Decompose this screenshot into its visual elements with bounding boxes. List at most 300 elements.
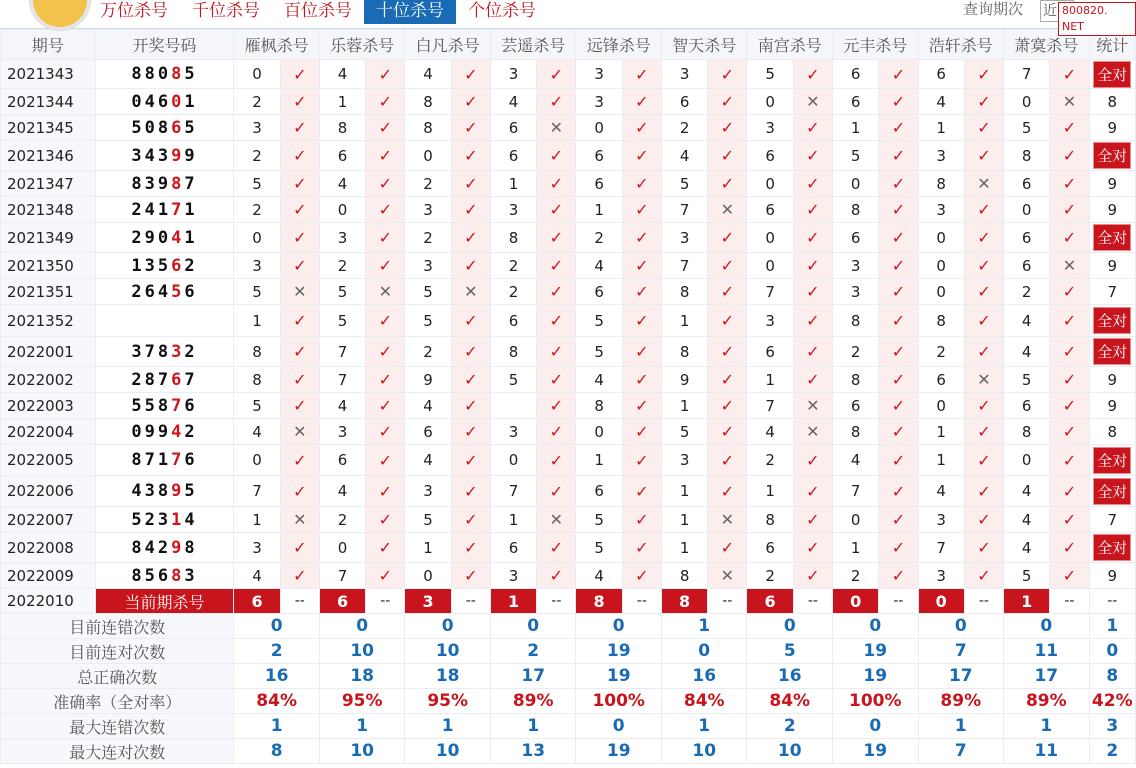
- kill-number: 4: [405, 393, 451, 419]
- kill-number: 4: [319, 476, 365, 507]
- kill-number: 6: [1004, 171, 1050, 197]
- stat-value: 89%: [490, 689, 576, 714]
- stat-value: 1: [1004, 714, 1090, 739]
- kill-number: 1: [405, 533, 451, 563]
- tab-5[interactable]: 个位杀号: [468, 1, 536, 21]
- kill-number: 6: [319, 141, 365, 171]
- check-icon: ✓: [964, 197, 1003, 223]
- stat-value: 1: [319, 714, 405, 739]
- check-icon: ✓: [622, 533, 661, 563]
- table-row: [1, 393, 1136, 419]
- table-row: [1, 533, 1136, 563]
- kill-number: 6: [490, 115, 536, 141]
- cross-icon: ✕: [537, 115, 576, 141]
- kill-number: 6: [833, 89, 879, 115]
- kill-number: 1: [661, 533, 707, 563]
- kill-number: 0: [576, 115, 622, 141]
- check-icon: ✓: [622, 141, 661, 171]
- kill-number: 8: [918, 305, 964, 337]
- stat-label: 最大连对次数: [1, 739, 234, 764]
- draw-digit: 3: [131, 145, 145, 166]
- draw-digit: 5: [157, 255, 172, 276]
- check-icon: ✓: [1050, 533, 1089, 563]
- current-total: --: [1089, 589, 1135, 614]
- draw-digit: 1: [157, 450, 172, 470]
- check-icon: ✓: [280, 476, 319, 507]
- pending-mark: --: [366, 589, 405, 614]
- current-kill-number: 1: [490, 589, 536, 614]
- stat-label: 准确率（全对率）: [1, 689, 234, 714]
- check-icon: ✓: [280, 253, 319, 279]
- check-icon: ✓: [366, 197, 405, 223]
- draw-number: [95, 476, 234, 507]
- all-correct-badge: 全对: [1093, 447, 1131, 474]
- kill-number: 7: [319, 563, 365, 589]
- draw-digit: 4: [184, 509, 198, 530]
- draw-digit-tens: 4: [171, 421, 185, 442]
- header-expert: 白凡杀号: [405, 30, 491, 60]
- pending-mark: --: [622, 589, 661, 614]
- kill-number: 9: [661, 367, 707, 393]
- table-row: [1, 223, 1136, 253]
- position-tabs: [100, 0, 548, 24]
- draw-digit: 9: [157, 173, 172, 194]
- issue-number: 2021351: [1, 279, 96, 305]
- row-total: 7: [1089, 279, 1135, 305]
- check-icon: ✓: [451, 445, 490, 476]
- draw-digit: 6: [184, 395, 198, 416]
- kill-number: 5: [405, 305, 451, 337]
- stat-label: 目前连错次数: [1, 614, 234, 639]
- check-icon: ✓: [708, 223, 747, 253]
- check-icon: ✓: [537, 89, 576, 115]
- row-total: 9: [1089, 563, 1135, 589]
- kill-number: 6: [576, 171, 622, 197]
- table-row: [1, 337, 1136, 367]
- check-icon: ✓: [622, 337, 661, 367]
- draw-digit: 3: [157, 509, 172, 530]
- kill-number: 7: [1004, 60, 1050, 89]
- tab-3[interactable]: 百位杀号: [284, 1, 352, 21]
- cross-icon: ✕: [280, 419, 319, 445]
- kill-number: 2: [405, 337, 451, 367]
- kill-number: 6: [661, 89, 707, 115]
- kill-number: 1: [833, 533, 879, 563]
- draw-digit-tens: 7: [171, 450, 185, 470]
- check-icon: ✓: [280, 115, 319, 141]
- stat-value: 84%: [747, 689, 833, 714]
- kill-number: 2: [918, 337, 964, 367]
- check-icon: ✓: [879, 115, 918, 141]
- check-icon: ✓: [708, 279, 747, 305]
- kill-number: 6: [490, 533, 536, 563]
- stat-value: 11: [1004, 639, 1090, 664]
- kill-number: 7: [747, 279, 793, 305]
- stat-value: 95%: [319, 689, 405, 714]
- stat-value: 0: [405, 614, 491, 639]
- draw-digit: 8: [144, 369, 158, 390]
- kill-number: 7: [833, 476, 879, 507]
- kill-number: 2: [405, 171, 451, 197]
- kill-number: 5: [576, 337, 622, 367]
- kill-number: 6: [918, 367, 964, 393]
- check-icon: ✓: [622, 89, 661, 115]
- draw-digit: 8: [131, 64, 145, 84]
- kill-number: 8: [747, 507, 793, 533]
- stat-summary-value: 3: [1089, 714, 1135, 739]
- check-icon: ✓: [451, 141, 490, 171]
- kill-number: 6: [490, 305, 536, 337]
- draw-digit: 5: [144, 565, 158, 586]
- check-icon: ✓: [708, 337, 747, 367]
- stat-value: 0: [490, 614, 576, 639]
- draw-digit: 9: [144, 421, 158, 442]
- header-expert: 乐蓉杀号: [319, 30, 405, 60]
- draw-digit-tens: 7: [171, 395, 185, 416]
- row-total: [1089, 476, 1135, 507]
- draw-digit: 5: [131, 509, 145, 530]
- kill-number: 0: [1004, 197, 1050, 223]
- check-icon: ✓: [537, 445, 576, 476]
- kill-number: 1: [234, 305, 280, 337]
- pending-mark: --: [793, 589, 832, 614]
- stat-value: 1: [661, 714, 747, 739]
- issue-number: 2021345: [1, 115, 96, 141]
- all-correct-badge: 全对: [1093, 338, 1131, 365]
- current-kill-number: 6: [747, 589, 793, 614]
- header-expert: 雁枫杀号: [234, 30, 320, 60]
- check-icon: ✓: [451, 253, 490, 279]
- stat-value: 16: [661, 664, 747, 689]
- check-icon: ✓: [537, 419, 576, 445]
- kill-number: 5: [234, 171, 280, 197]
- draw-digit: 5: [184, 117, 198, 138]
- kill-number: 1: [661, 305, 707, 337]
- check-icon: ✓: [879, 223, 918, 253]
- kill-number: 3: [405, 197, 451, 223]
- kill-number: 4: [918, 89, 964, 115]
- check-icon: ✓: [879, 445, 918, 476]
- kill-number: 3: [833, 279, 879, 305]
- kill-number: 3: [661, 223, 707, 253]
- stat-label: 总正确次数: [1, 664, 234, 689]
- draw-digit: 0: [131, 91, 145, 112]
- row-total: 9: [1089, 367, 1135, 393]
- draw-number: [95, 141, 234, 171]
- check-icon: ✓: [964, 60, 1003, 89]
- check-icon: ✓: [1050, 305, 1089, 337]
- draw-digit: 1: [184, 91, 198, 112]
- kill-number: 4: [1004, 476, 1050, 507]
- check-icon: ✓: [366, 305, 405, 337]
- check-icon: ✓: [1050, 476, 1089, 507]
- header-expert: 南宫杀号: [747, 30, 833, 60]
- kill-number: 2: [747, 445, 793, 476]
- check-icon: ✓: [280, 533, 319, 563]
- check-icon: ✓: [451, 367, 490, 393]
- kill-number: 3: [918, 507, 964, 533]
- kill-number: 0: [405, 141, 451, 171]
- check-icon: ✓: [793, 115, 832, 141]
- pending-mark: --: [280, 589, 319, 614]
- kill-number: 6: [576, 141, 622, 171]
- kill-number: 2: [234, 141, 280, 171]
- kill-number: 8: [661, 563, 707, 589]
- check-icon: ✓: [964, 279, 1003, 305]
- draw-digit: 4: [131, 481, 145, 501]
- stat-value: 1: [234, 714, 320, 739]
- stat-value: 100%: [833, 689, 919, 714]
- check-icon: ✓: [451, 115, 490, 141]
- kill-number: 5: [490, 367, 536, 393]
- row-total: [1089, 337, 1135, 367]
- check-icon: ✓: [793, 141, 832, 171]
- draw-digit: 4: [144, 91, 158, 112]
- check-icon: ✓: [537, 279, 576, 305]
- stat-value: 2: [747, 714, 833, 739]
- stat-value: 5: [747, 639, 833, 664]
- draw-number: [95, 563, 234, 589]
- draw-digit: 7: [144, 450, 158, 470]
- check-icon: ✓: [451, 393, 490, 419]
- check-icon: ✓: [280, 141, 319, 171]
- draw-digit: 2: [131, 227, 145, 248]
- stat-value: 95%: [405, 689, 491, 714]
- check-icon: ✓: [879, 89, 918, 115]
- check-icon: ✓: [964, 253, 1003, 279]
- check-icon: ✓: [964, 115, 1003, 141]
- query-period-select[interactable]: 近: [1040, 0, 1074, 22]
- check-icon: ✓: [708, 60, 747, 89]
- current-kill-number: 1: [1004, 589, 1050, 614]
- check-icon: ✓: [793, 507, 832, 533]
- kill-number: 6: [918, 60, 964, 89]
- kill-number: 2: [833, 563, 879, 589]
- kill-number: 6: [833, 393, 879, 419]
- row-total: 7: [1089, 507, 1135, 533]
- check-icon: ✓: [1050, 445, 1089, 476]
- draw-digit: 8: [131, 173, 145, 194]
- stat-row: [1, 689, 1136, 714]
- draw-digit-tens: 5: [171, 281, 185, 302]
- check-icon: ✓: [793, 563, 832, 589]
- current-row: [1, 589, 1136, 614]
- stat-summary-value: 2: [1089, 739, 1135, 764]
- check-icon: ✓: [366, 563, 405, 589]
- check-icon: ✓: [964, 563, 1003, 589]
- kill-number: 5: [576, 507, 622, 533]
- check-icon: ✓: [622, 445, 661, 476]
- kill-number: 2: [747, 563, 793, 589]
- tab-1[interactable]: 万位杀号: [100, 1, 168, 21]
- kill-number: 8: [833, 197, 879, 223]
- issue-number: 2022004: [1, 419, 96, 445]
- check-icon: ✓: [366, 419, 405, 445]
- issue-number: 2021343: [1, 60, 96, 89]
- check-icon: ✓: [280, 197, 319, 223]
- kill-number-table: [0, 29, 1136, 764]
- table-row: [1, 141, 1136, 171]
- kill-number: 3: [490, 419, 536, 445]
- kill-number: 5: [576, 305, 622, 337]
- check-icon: ✓: [793, 445, 832, 476]
- check-icon: ✓: [537, 367, 576, 393]
- draw-digit: 8: [157, 117, 172, 138]
- stat-value: 8: [234, 739, 320, 764]
- stat-label: 目前连对次数: [1, 639, 234, 664]
- draw-digit: 3: [157, 145, 172, 166]
- table-row: [1, 419, 1136, 445]
- site-logo: [30, 0, 90, 30]
- row-total: 9: [1089, 253, 1135, 279]
- draw-digit-tens: 4: [171, 227, 185, 248]
- check-icon: ✓: [366, 445, 405, 476]
- check-icon: ✓: [537, 223, 576, 253]
- check-icon: ✓: [1050, 197, 1089, 223]
- draw-digit-tens: 9: [171, 481, 185, 501]
- draw-digit: 4: [144, 199, 158, 220]
- pending-mark: --: [537, 589, 576, 614]
- check-icon: ✓: [793, 533, 832, 563]
- pending-mark: --: [879, 589, 918, 614]
- check-icon: ✓: [280, 367, 319, 393]
- draw-number: [95, 337, 234, 367]
- check-icon: ✓: [280, 563, 319, 589]
- draw-digit: 6: [184, 281, 198, 302]
- table-row: [1, 476, 1136, 507]
- check-icon: ✓: [622, 279, 661, 305]
- stat-value: 17: [490, 664, 576, 689]
- check-icon: ✓: [366, 533, 405, 563]
- draw-digit-tens: 1: [171, 509, 185, 530]
- table-row: [1, 563, 1136, 589]
- check-icon: ✓: [280, 171, 319, 197]
- check-icon: ✓: [964, 141, 1003, 171]
- header-issue: 期号: [1, 30, 96, 60]
- check-icon: ✓: [622, 563, 661, 589]
- check-icon: ✓: [366, 223, 405, 253]
- stat-value: 2: [490, 639, 576, 664]
- kill-number: 1: [661, 393, 707, 419]
- all-correct-badge: 全对: [1093, 142, 1131, 169]
- draw-digit-tens: 6: [171, 255, 185, 276]
- draw-digit: 5: [184, 481, 198, 501]
- cross-icon: ✕: [1050, 253, 1089, 279]
- stat-label: 最大连错次数: [1, 714, 234, 739]
- stat-value: 7: [918, 739, 1004, 764]
- check-icon: ✓: [964, 445, 1003, 476]
- kill-number: 8: [490, 223, 536, 253]
- check-icon: ✓: [366, 141, 405, 171]
- kill-number: 0: [747, 253, 793, 279]
- check-icon: ✓: [451, 223, 490, 253]
- kill-number: 2: [319, 507, 365, 533]
- kill-number: 1: [747, 367, 793, 393]
- check-icon: ✓: [708, 253, 747, 279]
- check-icon: ✓: [1050, 171, 1089, 197]
- check-icon: ✓: [537, 171, 576, 197]
- check-icon: ✓: [366, 367, 405, 393]
- row-total: [1089, 60, 1135, 89]
- check-icon: ✓: [537, 337, 576, 367]
- kill-number: 8: [661, 279, 707, 305]
- draw-digit: 2: [184, 341, 198, 362]
- table-row: [1, 445, 1136, 476]
- kill-number: 6: [1004, 393, 1050, 419]
- cross-icon: ✕: [793, 393, 832, 419]
- issue-number: 2021350: [1, 253, 96, 279]
- kill-number: 3: [405, 253, 451, 279]
- draw-digit: 0: [131, 421, 145, 442]
- kill-number: 8: [1004, 419, 1050, 445]
- draw-digit: 8: [144, 64, 158, 84]
- check-icon: ✓: [366, 476, 405, 507]
- kill-number: 3: [234, 253, 280, 279]
- header-draw: 开奖号码: [95, 30, 234, 60]
- table-row: [1, 279, 1136, 305]
- stat-value: 17: [1004, 664, 1090, 689]
- kill-number: 6: [833, 223, 879, 253]
- check-icon: ✓: [879, 279, 918, 305]
- issue-number: 2021348: [1, 197, 96, 223]
- check-icon: ✓: [622, 367, 661, 393]
- check-icon: ✓: [366, 253, 405, 279]
- kill-number: 8: [234, 337, 280, 367]
- tab-2[interactable]: 千位杀号: [192, 1, 260, 21]
- check-icon: ✓: [879, 141, 918, 171]
- kill-number: 5: [319, 305, 365, 337]
- pending-mark: --: [451, 589, 490, 614]
- check-icon: ✓: [451, 419, 490, 445]
- stat-value: 19: [576, 664, 662, 689]
- kill-number: 8: [833, 367, 879, 393]
- kill-number: 0: [1004, 445, 1050, 476]
- row-total: 8: [1089, 419, 1135, 445]
- issue-number: 2022008: [1, 533, 96, 563]
- check-icon: ✓: [280, 337, 319, 367]
- cross-icon: ✕: [537, 507, 576, 533]
- check-icon: ✓: [1050, 60, 1089, 89]
- current-kill-number: 8: [661, 589, 707, 614]
- stat-value: 89%: [918, 689, 1004, 714]
- draw-digit: 7: [184, 173, 198, 194]
- table-row: [1, 367, 1136, 393]
- check-icon: ✓: [1050, 507, 1089, 533]
- stat-value: 0: [747, 614, 833, 639]
- stat-value: 10: [319, 739, 405, 764]
- issue-number: 2022006: [1, 476, 96, 507]
- kill-number: 0: [490, 445, 536, 476]
- draw-digit: 3: [144, 481, 158, 501]
- check-icon: ✓: [622, 223, 661, 253]
- kill-number: 0: [918, 279, 964, 305]
- stat-value: 0: [319, 614, 405, 639]
- header-expert: 元丰杀号: [833, 30, 919, 60]
- tab-4[interactable]: 十位杀号: [364, 0, 456, 24]
- site-watermark: 800820. NET: [1058, 2, 1136, 36]
- stat-value: 10: [405, 639, 491, 664]
- stat-row: [1, 664, 1136, 689]
- kill-number: 3: [234, 115, 280, 141]
- row-total: [1089, 533, 1135, 563]
- check-icon: ✓: [451, 533, 490, 563]
- kill-number: 3: [234, 533, 280, 563]
- kill-number: 5: [405, 507, 451, 533]
- kill-number: 4: [918, 476, 964, 507]
- check-icon: ✓: [964, 305, 1003, 337]
- stat-value: 19: [833, 639, 919, 664]
- kill-number: 6: [747, 533, 793, 563]
